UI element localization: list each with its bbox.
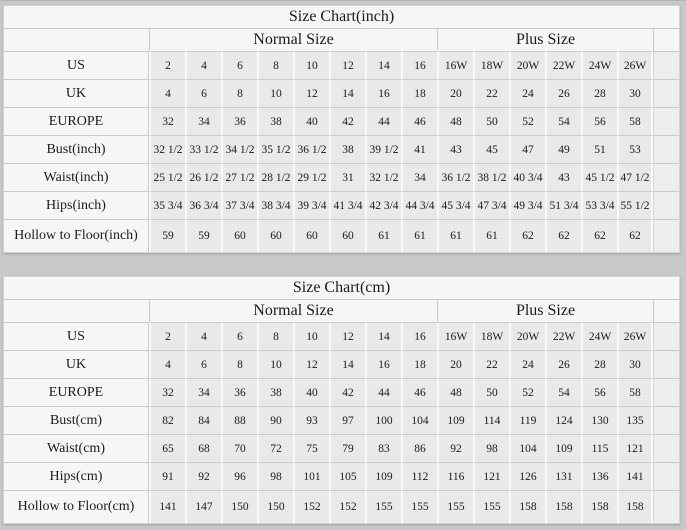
size-cell: 30 xyxy=(617,79,653,107)
table-row xyxy=(4,322,679,350)
size-cell: 101 xyxy=(293,462,329,490)
size-cell: 62 xyxy=(581,219,617,252)
size-cell: 90 xyxy=(257,406,293,434)
size-cell: 38 3/4 xyxy=(257,191,293,219)
size-cell: 38 xyxy=(257,378,293,406)
size-cell: 6 xyxy=(185,79,221,107)
size-cell: 43 xyxy=(437,135,473,163)
filler-cell xyxy=(653,107,679,135)
size-cell: 44 3/4 xyxy=(401,191,437,219)
size-cell: 126 xyxy=(509,462,545,490)
size-cell: 29 1/2 xyxy=(293,163,329,191)
size-cell: 35 3/4 xyxy=(149,191,185,219)
size-cell: 43 xyxy=(545,163,581,191)
size-cell: 155 xyxy=(473,490,509,523)
size-cell: 45 3/4 xyxy=(437,191,473,219)
size-cell: 20 xyxy=(437,79,473,107)
size-cell: 40 xyxy=(293,378,329,406)
size-cell: 119 xyxy=(509,406,545,434)
size-cell: 61 xyxy=(473,219,509,252)
size-cell: 109 xyxy=(545,434,581,462)
size-cell: 86 xyxy=(401,434,437,462)
filler-cell xyxy=(653,406,679,434)
size-cell: 56 xyxy=(581,107,617,135)
size-cell: 141 xyxy=(149,490,185,523)
size-cell: 16 xyxy=(365,350,401,378)
size-cell: 42 3/4 xyxy=(365,191,401,219)
size-cell: 32 1/2 xyxy=(365,163,401,191)
size-cell: 105 xyxy=(329,462,365,490)
normal-size-header: Normal Size xyxy=(149,300,437,322)
size-cell: 14 xyxy=(365,322,401,350)
size-cell: 104 xyxy=(509,434,545,462)
size-cell: 10 xyxy=(257,79,293,107)
size-cell: 98 xyxy=(473,434,509,462)
size-cell: 36 3/4 xyxy=(185,191,221,219)
size-cell: 28 xyxy=(581,79,617,107)
size-cell: 49 xyxy=(545,135,581,163)
size-cell: 100 xyxy=(365,406,401,434)
size-cell: 38 xyxy=(257,107,293,135)
size-cell: 46 xyxy=(401,378,437,406)
size-cell: 82 xyxy=(149,406,185,434)
size-cell: 59 xyxy=(185,219,221,252)
title-row xyxy=(4,6,679,29)
size-cell: 35 1/2 xyxy=(257,135,293,163)
filler-cell xyxy=(653,322,679,350)
table-row xyxy=(4,378,679,406)
size-cell: 158 xyxy=(581,490,617,523)
size-table xyxy=(3,5,680,253)
size-cell: 50 xyxy=(473,107,509,135)
size-cell: 62 xyxy=(617,219,653,252)
table-row xyxy=(4,490,679,523)
row-label: Hollow to Floor(inch) xyxy=(4,219,149,252)
row-label: Waist(inch) xyxy=(4,163,149,191)
size-cell: 130 xyxy=(581,406,617,434)
size-cell: 36 xyxy=(221,378,257,406)
size-cell: 8 xyxy=(221,79,257,107)
row-label: Hips(inch) xyxy=(4,191,149,219)
size-cell: 83 xyxy=(365,434,401,462)
size-cell: 96 xyxy=(221,462,257,490)
size-cell: 48 xyxy=(437,107,473,135)
row-label: US xyxy=(4,51,149,79)
size-cell: 4 xyxy=(185,322,221,350)
filler-cell xyxy=(653,490,679,523)
size-cell: 16 xyxy=(401,51,437,79)
size-cell: 79 xyxy=(329,434,365,462)
size-cell: 58 xyxy=(617,107,653,135)
size-cell: 4 xyxy=(149,350,185,378)
filler-cell xyxy=(653,51,679,79)
size-cell: 98 xyxy=(257,462,293,490)
size-cell: 20W xyxy=(509,322,545,350)
filler-cell xyxy=(653,191,679,219)
size-cell: 56 xyxy=(581,378,617,406)
size-cell: 32 xyxy=(149,107,185,135)
size-cell: 34 xyxy=(185,107,221,135)
size-cell: 60 xyxy=(221,219,257,252)
size-cell: 112 xyxy=(401,462,437,490)
size-cell: 6 xyxy=(185,350,221,378)
size-cell: 37 3/4 xyxy=(221,191,257,219)
size-cell: 40 xyxy=(293,107,329,135)
size-cell: 27 1/2 xyxy=(221,163,257,191)
size-cell: 155 xyxy=(437,490,473,523)
size-chart-inch xyxy=(3,5,678,253)
size-cell: 12 xyxy=(293,350,329,378)
size-cell: 6 xyxy=(221,51,257,79)
size-cell: 61 xyxy=(401,219,437,252)
size-cell: 41 xyxy=(401,135,437,163)
size-cell: 51 xyxy=(581,135,617,163)
size-cell: 32 xyxy=(149,378,185,406)
size-cell: 109 xyxy=(365,462,401,490)
table-title: Size Chart(inch) xyxy=(4,6,679,29)
plus-size-header: Plus Size xyxy=(437,300,653,322)
size-cell: 92 xyxy=(185,462,221,490)
size-cell: 65 xyxy=(149,434,185,462)
table-row xyxy=(4,350,679,378)
size-cell: 24W xyxy=(581,322,617,350)
size-cell: 70 xyxy=(221,434,257,462)
size-cell: 22W xyxy=(545,51,581,79)
size-cell: 40 3/4 xyxy=(509,163,545,191)
size-cell: 97 xyxy=(329,406,365,434)
size-cell: 155 xyxy=(401,490,437,523)
size-cell: 62 xyxy=(509,219,545,252)
size-cell: 16W xyxy=(437,51,473,79)
size-cell: 52 xyxy=(509,107,545,135)
table-row xyxy=(4,135,679,163)
size-cell: 68 xyxy=(185,434,221,462)
size-cell: 14 xyxy=(365,51,401,79)
filler-header-cell xyxy=(653,29,679,51)
size-cell: 60 xyxy=(329,219,365,252)
size-cell: 55 1/2 xyxy=(617,191,653,219)
size-cell: 53 3/4 xyxy=(581,191,617,219)
size-cell: 121 xyxy=(617,434,653,462)
size-cell: 26W xyxy=(617,322,653,350)
row-label: Bust(inch) xyxy=(4,135,149,163)
size-cell: 24 xyxy=(509,79,545,107)
filler-cell xyxy=(653,462,679,490)
size-cell: 158 xyxy=(509,490,545,523)
title-row xyxy=(4,277,679,300)
size-cell: 109 xyxy=(437,406,473,434)
size-cell: 115 xyxy=(581,434,617,462)
size-cell: 91 xyxy=(149,462,185,490)
size-cell: 18 xyxy=(401,79,437,107)
size-cell: 49 3/4 xyxy=(509,191,545,219)
size-cell: 47 3/4 xyxy=(473,191,509,219)
row-label: EUROPE xyxy=(4,378,149,406)
filler-cell xyxy=(653,219,679,252)
filler-cell xyxy=(653,434,679,462)
size-cell: 14 xyxy=(329,350,365,378)
size-cell: 36 1/2 xyxy=(437,163,473,191)
size-cell: 4 xyxy=(149,79,185,107)
size-cell: 61 xyxy=(365,219,401,252)
filler-cell xyxy=(653,79,679,107)
filler-cell xyxy=(653,378,679,406)
size-chart-cm xyxy=(3,276,678,524)
size-cell: 10 xyxy=(293,322,329,350)
size-cell: 20W xyxy=(509,51,545,79)
size-cell: 141 xyxy=(617,462,653,490)
plus-size-header: Plus Size xyxy=(437,29,653,51)
size-cell: 158 xyxy=(617,490,653,523)
size-cell: 34 1/2 xyxy=(221,135,257,163)
size-cell: 14 xyxy=(329,79,365,107)
size-cell: 24 xyxy=(509,350,545,378)
size-cell: 16W xyxy=(437,322,473,350)
size-cell: 72 xyxy=(257,434,293,462)
corner-cell xyxy=(4,300,149,322)
size-cell: 32 1/2 xyxy=(149,135,185,163)
size-cell: 158 xyxy=(545,490,581,523)
size-cell: 22W xyxy=(545,322,581,350)
size-cell: 26 xyxy=(545,79,581,107)
size-cell: 50 xyxy=(473,378,509,406)
size-cell: 136 xyxy=(581,462,617,490)
size-cell: 38 1/2 xyxy=(473,163,509,191)
filler-cell xyxy=(653,350,679,378)
size-cell: 54 xyxy=(545,107,581,135)
size-cell: 22 xyxy=(473,350,509,378)
size-cell: 124 xyxy=(545,406,581,434)
table-body xyxy=(4,6,679,252)
size-cell: 28 xyxy=(581,350,617,378)
size-cell: 18W xyxy=(473,322,509,350)
table-row xyxy=(4,434,679,462)
table-row xyxy=(4,219,679,252)
size-cell: 54 xyxy=(545,378,581,406)
table-row xyxy=(4,406,679,434)
size-cell: 84 xyxy=(185,406,221,434)
size-cell: 45 xyxy=(473,135,509,163)
size-cell: 51 3/4 xyxy=(545,191,581,219)
size-cell: 26W xyxy=(617,51,653,79)
size-cell: 26 xyxy=(545,350,581,378)
size-cell: 34 xyxy=(401,163,437,191)
size-cell: 44 xyxy=(365,107,401,135)
size-cell: 8 xyxy=(257,322,293,350)
size-cell: 12 xyxy=(329,322,365,350)
size-cell: 131 xyxy=(545,462,581,490)
size-cell: 18W xyxy=(473,51,509,79)
size-cell: 147 xyxy=(185,490,221,523)
size-cell: 58 xyxy=(617,378,653,406)
size-cell: 20 xyxy=(437,350,473,378)
size-cell: 88 xyxy=(221,406,257,434)
size-cell: 47 xyxy=(509,135,545,163)
size-cell: 155 xyxy=(365,490,401,523)
size-cell: 33 1/2 xyxy=(185,135,221,163)
row-label: Hollow to Floor(cm) xyxy=(4,490,149,523)
size-cell: 38 xyxy=(329,135,365,163)
size-cell: 36 1/2 xyxy=(293,135,329,163)
row-label: Hips(cm) xyxy=(4,462,149,490)
size-cell: 31 xyxy=(329,163,365,191)
filler-cell xyxy=(653,135,679,163)
table-row xyxy=(4,79,679,107)
table-body xyxy=(4,277,679,523)
size-cell: 152 xyxy=(293,490,329,523)
size-cell: 12 xyxy=(293,79,329,107)
size-cell: 22 xyxy=(473,79,509,107)
size-cell: 62 xyxy=(545,219,581,252)
size-cell: 2 xyxy=(149,51,185,79)
size-cell: 8 xyxy=(257,51,293,79)
size-cell: 28 1/2 xyxy=(257,163,293,191)
row-label: EUROPE xyxy=(4,107,149,135)
group-header-row xyxy=(4,29,679,51)
size-cell: 60 xyxy=(293,219,329,252)
size-cell: 116 xyxy=(437,462,473,490)
row-label: Bust(cm) xyxy=(4,406,149,434)
size-cell: 42 xyxy=(329,378,365,406)
size-cell: 41 3/4 xyxy=(329,191,365,219)
size-cell: 34 xyxy=(185,378,221,406)
size-cell: 25 1/2 xyxy=(149,163,185,191)
table-title: Size Chart(cm) xyxy=(4,277,679,300)
size-cell: 4 xyxy=(185,51,221,79)
size-cell: 8 xyxy=(221,350,257,378)
size-cell: 75 xyxy=(293,434,329,462)
size-cell: 46 xyxy=(401,107,437,135)
size-cell: 12 xyxy=(329,51,365,79)
size-cell: 93 xyxy=(293,406,329,434)
size-cell: 52 xyxy=(509,378,545,406)
size-cell: 150 xyxy=(221,490,257,523)
size-cell: 92 xyxy=(437,434,473,462)
size-cell: 36 xyxy=(221,107,257,135)
table-row xyxy=(4,51,679,79)
size-cell: 61 xyxy=(437,219,473,252)
size-cell: 39 1/2 xyxy=(365,135,401,163)
size-cell: 10 xyxy=(257,350,293,378)
size-cell: 104 xyxy=(401,406,437,434)
size-cell: 59 xyxy=(149,219,185,252)
size-table xyxy=(3,276,680,524)
size-cell: 150 xyxy=(257,490,293,523)
size-cell: 24W xyxy=(581,51,617,79)
size-cell: 135 xyxy=(617,406,653,434)
table-row xyxy=(4,107,679,135)
size-cell: 48 xyxy=(437,378,473,406)
size-cell: 39 3/4 xyxy=(293,191,329,219)
size-cell: 44 xyxy=(365,378,401,406)
size-cell: 121 xyxy=(473,462,509,490)
row-label: UK xyxy=(4,79,149,107)
size-cell: 152 xyxy=(329,490,365,523)
filler-header-cell xyxy=(653,300,679,322)
size-cell: 114 xyxy=(473,406,509,434)
filler-cell xyxy=(653,163,679,191)
size-cell: 30 xyxy=(617,350,653,378)
normal-size-header: Normal Size xyxy=(149,29,437,51)
row-label: Waist(cm) xyxy=(4,434,149,462)
size-cell: 16 xyxy=(401,322,437,350)
size-cell: 47 1/2 xyxy=(617,163,653,191)
table-row xyxy=(4,462,679,490)
corner-cell xyxy=(4,29,149,51)
size-cell: 6 xyxy=(221,322,257,350)
size-cell: 42 xyxy=(329,107,365,135)
size-cell: 26 1/2 xyxy=(185,163,221,191)
size-cell: 45 1/2 xyxy=(581,163,617,191)
table-row xyxy=(4,191,679,219)
size-cell: 18 xyxy=(401,350,437,378)
size-cell: 2 xyxy=(149,322,185,350)
group-header-row xyxy=(4,300,679,322)
row-label: UK xyxy=(4,350,149,378)
table-row xyxy=(4,163,679,191)
size-cell: 10 xyxy=(293,51,329,79)
size-cell: 53 xyxy=(617,135,653,163)
size-cell: 16 xyxy=(365,79,401,107)
row-label: US xyxy=(4,322,149,350)
size-cell: 60 xyxy=(257,219,293,252)
